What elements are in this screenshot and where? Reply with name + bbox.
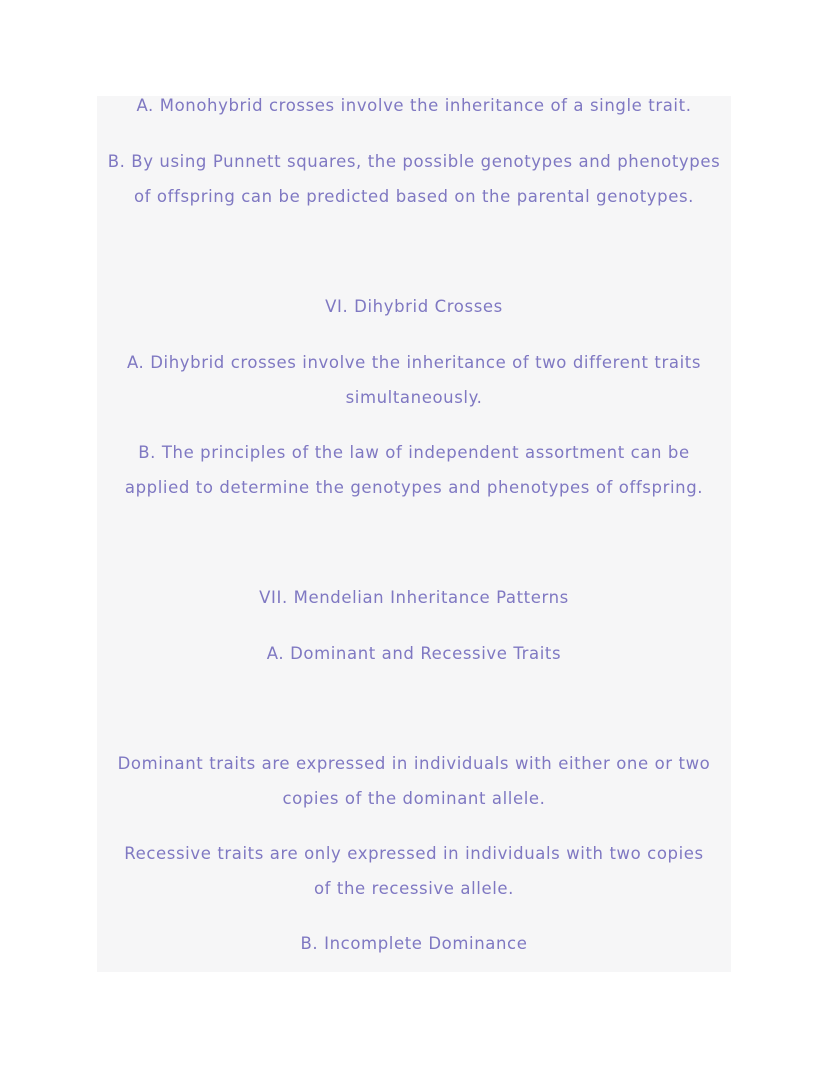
paragraph-dihybrid-a-line1: A. Dihybrid crosses involve the inheritance of two different traits bbox=[126, 353, 702, 372]
section-heading-mendelian: VII. Mendelian Inheritance Patterns bbox=[259, 588, 569, 607]
paragraph-dihybrid-a-line2: simultaneously. bbox=[345, 388, 483, 407]
paragraph-dominant-line2: copies of the dominant allele. bbox=[282, 789, 546, 808]
subheading-incomplete-dominance: B. Incomplete Dominance bbox=[300, 934, 528, 953]
paragraph-monohybrid-b-line2: of offspring can be predicted based on the parental genotypes. bbox=[133, 187, 695, 206]
paragraph-monohybrid-a: A. Monohybrid crosses involve the inheritance of a single trait. bbox=[136, 96, 692, 115]
paragraph-dihybrid-b-line1: B. The principles of the law of independent assortment can be bbox=[138, 443, 690, 462]
section-heading-dihybrid: VI. Dihybrid Crosses bbox=[325, 297, 503, 316]
paragraph-monohybrid-b-line1: B. By using Punnett squares, the possible genotypes and phenotypes bbox=[107, 152, 721, 171]
paragraph-dominant-line1: Dominant traits are expressed in individuals with either one or two bbox=[117, 754, 711, 773]
document-content bbox=[97, 96, 731, 972]
paragraph-recessive-line2: of the recessive allele. bbox=[313, 879, 515, 898]
paragraph-dihybrid-b-line2: applied to determine the genotypes and phenotypes of offspring. bbox=[124, 478, 704, 497]
subheading-dominant-recessive: A. Dominant and Recessive Traits bbox=[266, 644, 562, 663]
paragraph-recessive-line1: Recessive traits are only expressed in individuals with two copies bbox=[124, 844, 704, 863]
